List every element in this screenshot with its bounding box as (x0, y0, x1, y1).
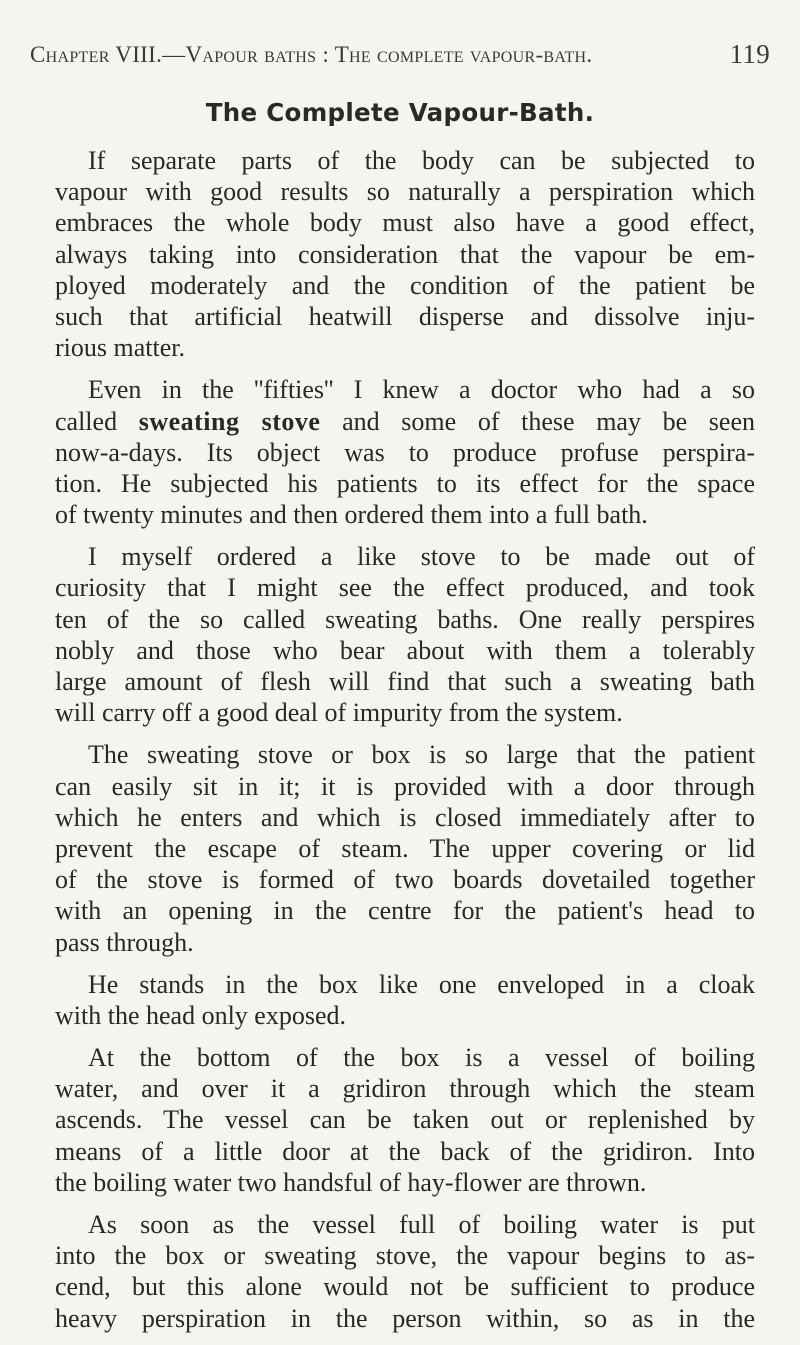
page-number: 119 (729, 39, 770, 69)
text-line: the boiling water two handsful of hay-flower are thrown. (55, 1167, 647, 1197)
text-line: of the stove is formed of two boards dovetailed together (55, 865, 755, 895)
text-line: can easily sit in it; it is provided with a door through (55, 771, 755, 801)
text-line: water, and over it a gridiron through which the steam (55, 1074, 755, 1104)
text-line: He stands in the box like one enveloped in a cloak (88, 969, 755, 999)
text-line: ascends. The vessel can be taken out or replenished by (55, 1105, 755, 1135)
text-line: ployed moderately and the condition of the patient be (55, 270, 755, 300)
text-line: such that artificial heatwill disperse and dissolve inju- (55, 301, 755, 331)
text-line: means of a little door at the back of the gridiron. Into (55, 1136, 755, 1166)
text-line: heavy perspiration in the person within, so as in the (55, 1303, 755, 1333)
text-line: ten of the so called sweating baths. One really perspires (55, 604, 755, 634)
text-line: As soon as the vessel full of boiling water is put (88, 1210, 755, 1239)
paragraph (55, 1209, 755, 1334)
text-line: At the bottom of the box is a vessel of boiling (88, 1043, 755, 1073)
section-label: Vapour baths : The complete vapour-bath. (185, 42, 593, 67)
text-line: with the head only exposed. (55, 1000, 346, 1030)
text-line: large amount of flesh will find that such a sweating bath (55, 667, 755, 696)
text-line: I myself ordered a like stove to be made out of (88, 542, 755, 572)
text-line: nobly and those who bear about with them a tolerably (55, 635, 755, 665)
running-head (30, 39, 770, 69)
text-line: with an opening in the centre for the patient's head to (55, 896, 755, 926)
text-line: will carry off a good deal of impurity from the system. (55, 698, 623, 728)
paragraph (55, 145, 755, 363)
text-line: If separate parts of the body can be subjected to (88, 146, 755, 175)
text-line: now-a-days. Its object was to produce profuse perspira- (55, 437, 755, 467)
text-fragment: called (55, 406, 139, 436)
text-line: The sweating stove or box is so large that the patient (88, 740, 755, 770)
text-line: pass through. (55, 927, 194, 957)
body-text (55, 145, 755, 1345)
text-line: rious matter. (55, 333, 185, 363)
header-dash: — (162, 42, 186, 67)
text-line: Even in the ''fifties'' I knew a doctor who had a so (88, 375, 755, 405)
chapter-label: Chapter VIII. (30, 42, 163, 67)
text-line: tion. He subjected his patients to its effect for the space (55, 468, 755, 498)
text-fragment: and some of these may be seen (320, 406, 755, 436)
section-title: The Complete Vapour-Bath. (205, 98, 595, 127)
text-line: always taking into consideration that the vapour be em- (55, 239, 755, 269)
text-line: curiosity that I might see the effect produced, and took (55, 573, 755, 603)
paragraph (55, 374, 755, 530)
paragraph (55, 1042, 755, 1198)
text-line: prevent the escape of steam. The upper covering or lid (55, 833, 755, 863)
text-line: vapour with good results so naturally a perspiration which (55, 177, 755, 207)
text-line: cend, but this alone would not be sufficient to produce (55, 1272, 755, 1302)
paragraph (55, 541, 755, 728)
emphasized-term: sweating stove (138, 406, 321, 436)
text-line: embraces the whole body must also have a good effect, (55, 208, 755, 238)
text-line: which he enters and which is closed immediately after to (55, 802, 755, 832)
text-line (55, 406, 755, 437)
text-line: into the box or sweating stove, the vapour begins to as- (55, 1241, 755, 1271)
paragraph (55, 739, 755, 957)
text-line: of twenty minutes and then ordered them into a full bath. (55, 500, 648, 530)
paragraph (55, 969, 755, 1031)
